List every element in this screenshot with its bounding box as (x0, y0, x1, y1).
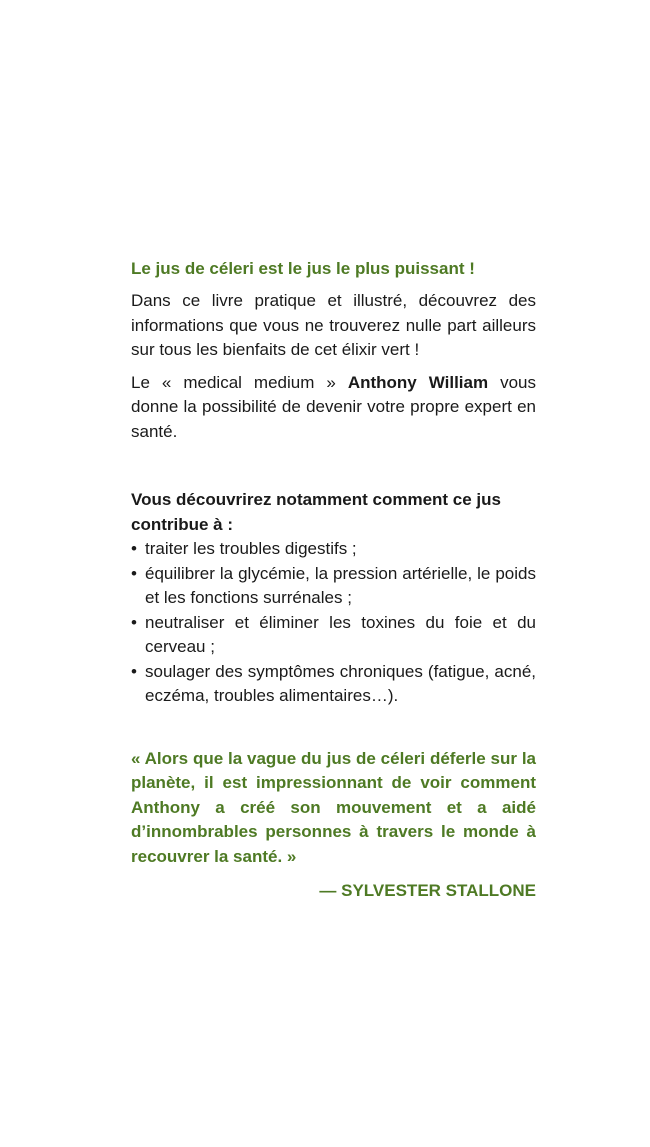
author-paragraph-before: Le « medical medium » (131, 372, 348, 392)
back-cover-text (131, 257, 536, 903)
list-item (131, 562, 536, 611)
list-item (131, 537, 536, 562)
bullet-icon: • (131, 661, 137, 681)
intro-paragraph: Dans ce livre pratique et illustré, découvrez des informations que vous ne trouverez nulle part ailleurs sur tous les bienfaits de cet élixir vert ! (131, 291, 536, 359)
bullet-icon: • (131, 563, 137, 583)
bullet-icon: • (131, 612, 137, 632)
testimonial-quote: « Alors que la vague du jus de céleri déferle sur la planète, il est impressionnant de voir comment Anthony a créé son mouvement et a aidé d’innombrables personnes à travers le monde à recouvrer la santé. » (131, 748, 536, 866)
author-paragraph-after: vous donne la possibilité de devenir votre propre expert en santé. (131, 372, 536, 441)
headline: Le jus de céleri est le jus le plus puissant ! (131, 259, 475, 278)
list-item-text: traiter les troubles digestifs ; (145, 539, 357, 558)
list-item (131, 660, 536, 709)
testimonial-attribution: — SYLVESTER STALLONE (319, 881, 536, 901)
author-paragraph (131, 371, 536, 445)
author-name: Anthony William (347, 372, 489, 392)
bullet-icon: • (131, 539, 137, 558)
list-item-text: équilibrer la glycémie, la pression artérielle, le poids et les fonctions surrénales ; (145, 563, 536, 607)
list-item-text: soulager des symptômes chroniques (fatigue, acné, eczéma, troubles alimentaires…). (145, 661, 536, 705)
benefits-title: Vous découvrirez notamment comment ce jus contribue à : (131, 490, 501, 534)
list-item-text: neutraliser et éliminer les toxines du foie et du cerveau ; (145, 612, 536, 656)
benefits-list (131, 537, 536, 709)
list-item (131, 611, 536, 660)
